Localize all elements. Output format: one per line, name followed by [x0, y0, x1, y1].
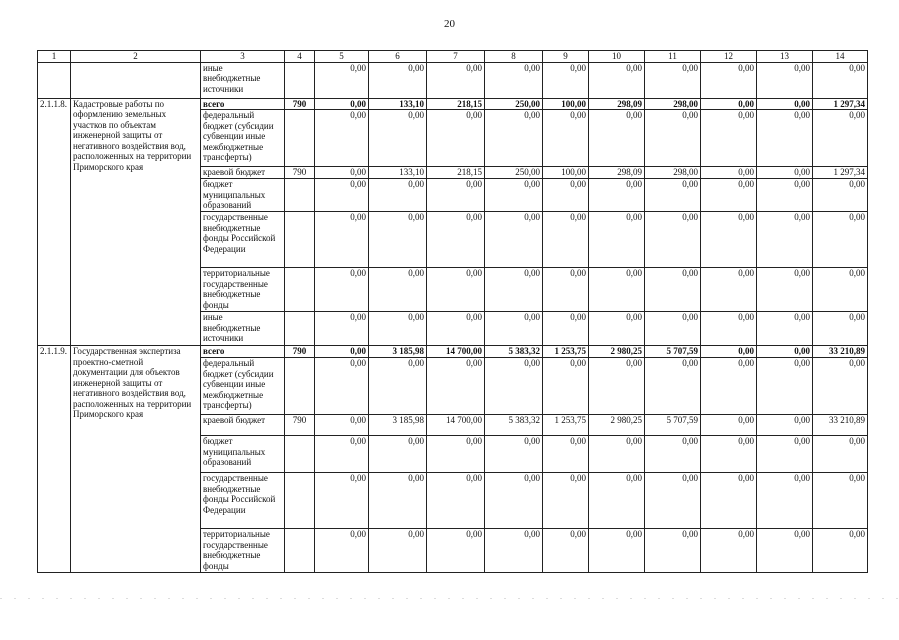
amount-cell: 0,00 — [757, 312, 813, 346]
amount-cell: 0,00 — [701, 346, 757, 358]
amount-cell: 0,00 — [543, 110, 589, 167]
funding-source: государственные внебюджетные фонды Российской Федерации — [201, 473, 285, 529]
budget-code — [285, 529, 315, 573]
amount-cell: 0,00 — [485, 358, 543, 415]
scan-noise-line — [0, 598, 899, 599]
budget-code — [285, 358, 315, 415]
item-code-cell — [38, 62, 71, 98]
amount-cell: 0,00 — [369, 312, 427, 346]
amount-cell: 250,00 — [485, 167, 543, 179]
amount-cell: 5 383,32 — [485, 346, 543, 358]
item-name: Государственная экспертиза проектно-сметной документации для объектов инженерной защиты от негативного воздействия вод, расположенных на территории Приморского края — [71, 346, 201, 573]
amount-cell: 0,00 — [315, 346, 369, 358]
amount-cell: 0,00 — [427, 179, 485, 212]
amount-cell: 33 210,89 — [813, 346, 868, 358]
amount-cell: 0,00 — [701, 268, 757, 312]
amount-cell: 0,00 — [315, 312, 369, 346]
column-header: 2 — [71, 51, 201, 63]
funding-source: федеральный бюджет (субсидии субвенции иные межбюджетные трансферты) — [201, 110, 285, 167]
amount-cell: 0,00 — [645, 179, 701, 212]
budget-code — [285, 268, 315, 312]
amount-cell: 0,00 — [315, 415, 369, 436]
funding-source: бюджет муниципальных образований — [201, 436, 285, 473]
budget-code — [285, 473, 315, 529]
amount-cell: 0,00 — [813, 529, 868, 573]
amount-cell: 0,00 — [589, 436, 645, 473]
amount-cell: 0,00 — [485, 473, 543, 529]
item-name: Кадастровые работы по оформлению земельных участков по объектам инженерной защиты от негативного воздействия вод, расположенных на территории Приморского края — [71, 98, 201, 346]
amount-cell: 0,00 — [427, 358, 485, 415]
page-number: 20 — [444, 18, 455, 30]
budget-table — [37, 50, 868, 573]
budget-code: 790 — [285, 415, 315, 436]
amount-cell: 0,00 — [757, 268, 813, 312]
amount-cell: 0,00 — [427, 62, 485, 98]
amount-cell: 0,00 — [813, 62, 868, 98]
table-body — [38, 51, 868, 573]
amount-cell: 0,00 — [315, 473, 369, 529]
amount-cell: 0,00 — [757, 179, 813, 212]
amount-cell: 0,00 — [701, 312, 757, 346]
amount-cell: 0,00 — [645, 212, 701, 268]
amount-cell: 250,00 — [485, 98, 543, 110]
amount-cell: 0,00 — [813, 473, 868, 529]
budget-code — [285, 62, 315, 98]
item-name-cell — [71, 62, 201, 98]
amount-cell: 298,09 — [589, 167, 645, 179]
amount-cell: 0,00 — [543, 212, 589, 268]
budget-code: 790 — [285, 167, 315, 179]
amount-cell: 5 707,59 — [645, 346, 701, 358]
amount-cell: 100,00 — [543, 98, 589, 110]
amount-cell: 0,00 — [427, 212, 485, 268]
column-header: 6 — [369, 51, 427, 63]
amount-cell: 3 185,98 — [369, 346, 427, 358]
amount-cell: 3 185,98 — [369, 415, 427, 436]
amount-cell: 0,00 — [485, 179, 543, 212]
amount-cell: 0,00 — [757, 212, 813, 268]
budget-code — [285, 179, 315, 212]
column-header: 4 — [285, 51, 315, 63]
amount-cell: 0,00 — [701, 358, 757, 415]
amount-cell: 0,00 — [813, 268, 868, 312]
amount-cell: 0,00 — [315, 179, 369, 212]
column-header: 5 — [315, 51, 369, 63]
amount-cell: 0,00 — [315, 98, 369, 110]
amount-cell: 0,00 — [757, 98, 813, 110]
column-header: 10 — [589, 51, 645, 63]
amount-cell: 0,00 — [427, 436, 485, 473]
amount-cell: 0,00 — [369, 179, 427, 212]
amount-cell: 1 253,75 — [543, 346, 589, 358]
amount-cell: 0,00 — [757, 473, 813, 529]
amount-cell: 0,00 — [589, 212, 645, 268]
amount-cell: 1 253,75 — [543, 415, 589, 436]
amount-cell: 0,00 — [757, 346, 813, 358]
funding-source: государственные внебюджетные фонды Российской Федерации — [201, 212, 285, 268]
column-header: 11 — [645, 51, 701, 63]
amount-cell: 0,00 — [645, 358, 701, 415]
amount-cell: 0,00 — [645, 62, 701, 98]
amount-cell: 0,00 — [485, 436, 543, 473]
funding-source: территориальные государственные внебюджетные фонды — [201, 529, 285, 573]
amount-cell: 0,00 — [543, 268, 589, 312]
amount-cell: 0,00 — [427, 529, 485, 573]
budget-code: 790 — [285, 346, 315, 358]
column-header: 7 — [427, 51, 485, 63]
amount-cell: 0,00 — [427, 110, 485, 167]
amount-cell: 0,00 — [485, 529, 543, 573]
column-header: 14 — [813, 51, 868, 63]
amount-cell: 0,00 — [645, 436, 701, 473]
amount-cell: 0,00 — [757, 62, 813, 98]
amount-cell: 0,00 — [315, 268, 369, 312]
amount-cell: 5 383,32 — [485, 415, 543, 436]
table-row — [38, 98, 868, 110]
amount-cell: 0,00 — [369, 212, 427, 268]
amount-cell: 133,10 — [369, 167, 427, 179]
column-header: 3 — [201, 51, 285, 63]
amount-cell: 2 980,25 — [589, 346, 645, 358]
amount-cell: 0,00 — [813, 358, 868, 415]
amount-cell: 14 700,00 — [427, 346, 485, 358]
funding-source: федеральный бюджет (субсидии субвенции иные межбюджетные трансферты) — [201, 358, 285, 415]
budget-code — [285, 436, 315, 473]
amount-cell: 218,15 — [427, 98, 485, 110]
amount-cell: 218,15 — [427, 167, 485, 179]
amount-cell: 1 297,34 — [813, 167, 868, 179]
amount-cell: 0,00 — [369, 62, 427, 98]
funding-source: территориальные государственные внебюджетные фонды — [201, 268, 285, 312]
amount-cell: 100,00 — [543, 167, 589, 179]
amount-cell: 0,00 — [427, 268, 485, 312]
amount-cell: 0,00 — [813, 212, 868, 268]
budget-code — [285, 312, 315, 346]
amount-cell: 0,00 — [369, 529, 427, 573]
table-row — [38, 62, 868, 98]
amount-cell: 0,00 — [589, 110, 645, 167]
amount-cell: 298,00 — [645, 167, 701, 179]
amount-cell: 0,00 — [757, 110, 813, 167]
amount-cell: 0,00 — [369, 473, 427, 529]
amount-cell: 0,00 — [315, 110, 369, 167]
item-code: 2.1.1.9. — [38, 346, 71, 573]
amount-cell: 0,00 — [701, 98, 757, 110]
column-header: 9 — [543, 51, 589, 63]
amount-cell: 0,00 — [543, 312, 589, 346]
amount-cell: 0,00 — [757, 529, 813, 573]
funding-source: бюджет муниципальных образований — [201, 179, 285, 212]
amount-cell: 0,00 — [485, 212, 543, 268]
amount-cell: 0,00 — [315, 62, 369, 98]
amount-cell: 0,00 — [701, 529, 757, 573]
amount-cell: 0,00 — [427, 473, 485, 529]
amount-cell: 0,00 — [701, 179, 757, 212]
amount-cell: 0,00 — [543, 436, 589, 473]
amount-cell: 0,00 — [645, 529, 701, 573]
amount-cell: 0,00 — [589, 62, 645, 98]
amount-cell: 0,00 — [369, 110, 427, 167]
amount-cell: 0,00 — [645, 110, 701, 167]
amount-cell: 0,00 — [589, 529, 645, 573]
amount-cell: 0,00 — [757, 436, 813, 473]
funding-source: краевой бюджет — [201, 167, 285, 179]
amount-cell: 0,00 — [701, 436, 757, 473]
item-code: 2.1.1.8. — [38, 98, 71, 346]
amount-cell: 0,00 — [645, 268, 701, 312]
column-header: 8 — [485, 51, 543, 63]
funding-source: краевой бюджет — [201, 415, 285, 436]
amount-cell: 0,00 — [589, 268, 645, 312]
amount-cell: 0,00 — [757, 358, 813, 415]
column-header: 12 — [701, 51, 757, 63]
amount-cell: 0,00 — [701, 473, 757, 529]
amount-cell: 0,00 — [701, 212, 757, 268]
amount-cell: 0,00 — [369, 358, 427, 415]
amount-cell: 0,00 — [813, 179, 868, 212]
amount-cell: 0,00 — [813, 312, 868, 346]
amount-cell: 0,00 — [589, 312, 645, 346]
amount-cell: 0,00 — [757, 415, 813, 436]
amount-cell: 0,00 — [315, 529, 369, 573]
amount-cell: 0,00 — [757, 167, 813, 179]
funding-source: всего — [201, 346, 285, 358]
amount-cell: 0,00 — [369, 436, 427, 473]
amount-cell: 0,00 — [485, 110, 543, 167]
amount-cell: 298,00 — [645, 98, 701, 110]
amount-cell: 0,00 — [701, 110, 757, 167]
column-header: 13 — [757, 51, 813, 63]
funding-source: иные внебюджетные источники — [201, 312, 285, 346]
amount-cell: 33 210,89 — [813, 415, 868, 436]
amount-cell: 5 707,59 — [645, 415, 701, 436]
funding-source: всего — [201, 98, 285, 110]
amount-cell: 1 297,34 — [813, 98, 868, 110]
column-header: 1 — [38, 51, 71, 63]
amount-cell: 298,09 — [589, 98, 645, 110]
amount-cell: 0,00 — [543, 529, 589, 573]
amount-cell: 0,00 — [369, 268, 427, 312]
amount-cell: 0,00 — [315, 358, 369, 415]
amount-cell: 0,00 — [589, 358, 645, 415]
amount-cell: 0,00 — [543, 179, 589, 212]
table-row — [38, 346, 868, 358]
amount-cell: 0,00 — [315, 212, 369, 268]
amount-cell: 2 980,25 — [589, 415, 645, 436]
amount-cell: 0,00 — [813, 436, 868, 473]
amount-cell: 0,00 — [543, 473, 589, 529]
amount-cell: 0,00 — [645, 312, 701, 346]
amount-cell: 0,00 — [813, 110, 868, 167]
amount-cell: 0,00 — [315, 167, 369, 179]
amount-cell: 0,00 — [645, 473, 701, 529]
budget-code — [285, 110, 315, 167]
amount-cell: 133,10 — [369, 98, 427, 110]
amount-cell: 0,00 — [701, 62, 757, 98]
amount-cell: 0,00 — [543, 62, 589, 98]
amount-cell: 0,00 — [485, 62, 543, 98]
amount-cell: 0,00 — [543, 358, 589, 415]
amount-cell: 0,00 — [485, 268, 543, 312]
amount-cell: 0,00 — [427, 312, 485, 346]
amount-cell: 0,00 — [589, 473, 645, 529]
amount-cell: 0,00 — [701, 415, 757, 436]
amount-cell: 14 700,00 — [427, 415, 485, 436]
amount-cell: 0,00 — [701, 167, 757, 179]
amount-cell: 0,00 — [589, 179, 645, 212]
amount-cell: 0,00 — [315, 436, 369, 473]
budget-code — [285, 212, 315, 268]
budget-code: 790 — [285, 98, 315, 110]
column-header-row — [38, 51, 868, 63]
amount-cell: 0,00 — [485, 312, 543, 346]
funding-source: иные внебюджетные источники — [201, 62, 285, 98]
